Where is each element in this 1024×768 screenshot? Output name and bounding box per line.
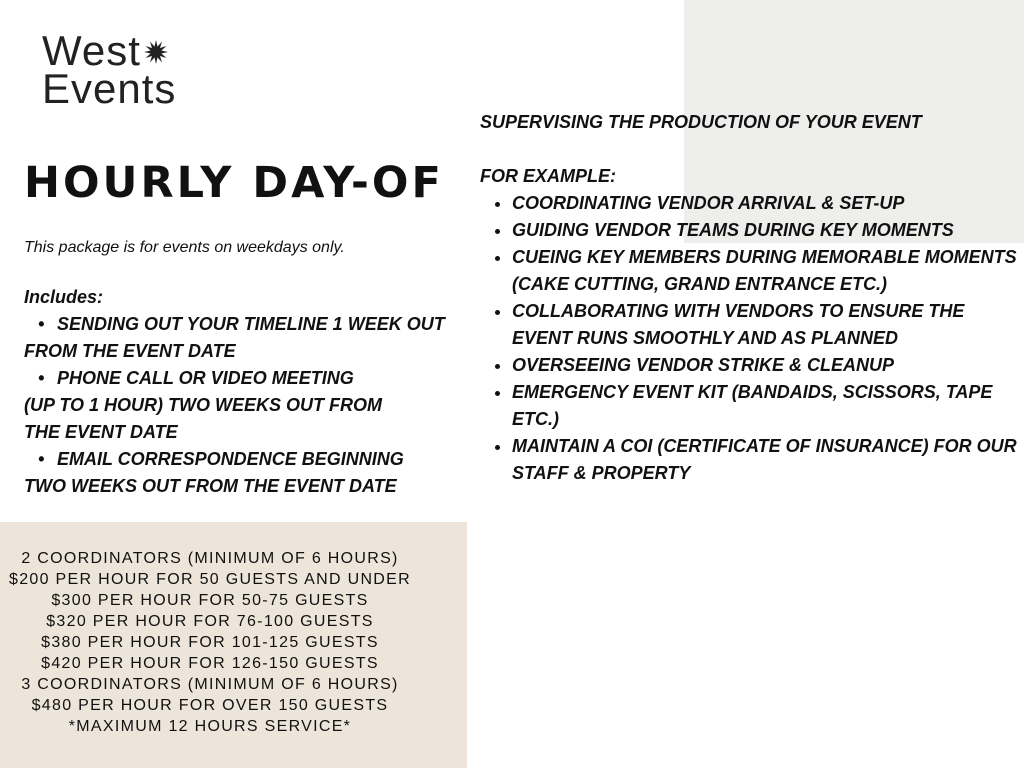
includes-heading: Includes:	[24, 287, 104, 307]
pricing-line: $200 PER HOUR FOR 50 GUESTS AND UNDER	[9, 571, 411, 588]
includes-item-email-cont: TWO WEEKS OUT FROM THE EVENT DATE	[24, 476, 397, 496]
pricing-line: 3 COORDINATORS (MINIMUM OF 6 HOURS)	[21, 676, 399, 693]
supervising-heading: SUPERVISING THE PRODUCTION OF YOUR EVENT	[480, 112, 922, 132]
supervising-section	[480, 109, 1020, 487]
bullet-icon: •	[38, 368, 45, 388]
includes-item-meeting-cont: (UP TO 1 HOUR) TWO WEEKS OUT FROM	[24, 395, 382, 415]
includes-item-email: • EMAIL CORRESPONDENCE BEGINNING	[38, 446, 474, 473]
list-item: • MAINTAIN A COI (CERTIFICATE OF INSURANCE) FOR OUR STAFF & PROPERTY	[512, 433, 1020, 487]
pricing-line: $420 PER HOUR FOR 126-150 GUESTS	[41, 655, 379, 672]
includes-item-meeting-cont: THE EVENT DATE	[24, 422, 178, 442]
list-item: • COLLABORATING WITH VENDORS TO ENSURE THE EVENT RUNS SMOOTHLY AND AS PLANNED	[512, 298, 1020, 352]
bullet-icon: •	[38, 449, 45, 469]
list-item: • COORDINATING VENDOR ARRIVAL & SET-UP	[512, 190, 1020, 217]
brand-name-west: West	[42, 27, 141, 74]
list-item: • CUEING KEY MEMBERS DURING MEMORABLE MOMENTS (CAKE CUTTING, GRAND ENTRANCE ETC.)	[512, 244, 1020, 298]
starburst-icon	[143, 39, 169, 65]
pricing-line: $300 PER HOUR FOR 50-75 GUESTS	[51, 592, 369, 609]
includes-item-timeline: • SENDING OUT YOUR TIMELINE 1 WEEK OUT	[38, 311, 474, 338]
pricing-line: $380 PER HOUR FOR 101-125 GUESTS	[41, 634, 379, 651]
example-label: FOR EXAMPLE:	[480, 166, 617, 186]
includes-section	[24, 284, 474, 500]
brand-logo	[42, 27, 177, 112]
pricing-line: $320 PER HOUR FOR 76-100 GUESTS	[46, 613, 374, 630]
pricing-line: *MAXIMUM 12 HOURS SERVICE*	[68, 718, 352, 735]
weekday-note: This package is for events on weekdays only.	[24, 239, 345, 256]
example-list	[480, 190, 1020, 487]
pricing-line: $480 PER HOUR FOR OVER 150 GUESTS	[31, 697, 389, 714]
list-item: • OVERSEEING VENDOR STRIKE & CLEANUP	[512, 352, 1020, 379]
pricing-list	[0, 548, 420, 737]
bullet-icon: •	[38, 314, 45, 334]
list-item: • EMERGENCY EVENT KIT (BANDAIDS, SCISSORS, TAPE ETC.)	[512, 379, 1020, 433]
includes-item-timeline-cont: FROM THE EVENT DATE	[24, 341, 236, 361]
list-item: • GUIDING VENDOR TEAMS DURING KEY MOMENTS	[512, 217, 1020, 244]
includes-item-meeting: • PHONE CALL OR VIDEO MEETING	[38, 365, 474, 392]
page-title: HOURLY DAY-OF	[24, 158, 444, 208]
brand-name-events: Events	[42, 65, 177, 112]
pricing-line: 2 COORDINATORS (MINIMUM OF 6 HOURS)	[21, 550, 399, 567]
